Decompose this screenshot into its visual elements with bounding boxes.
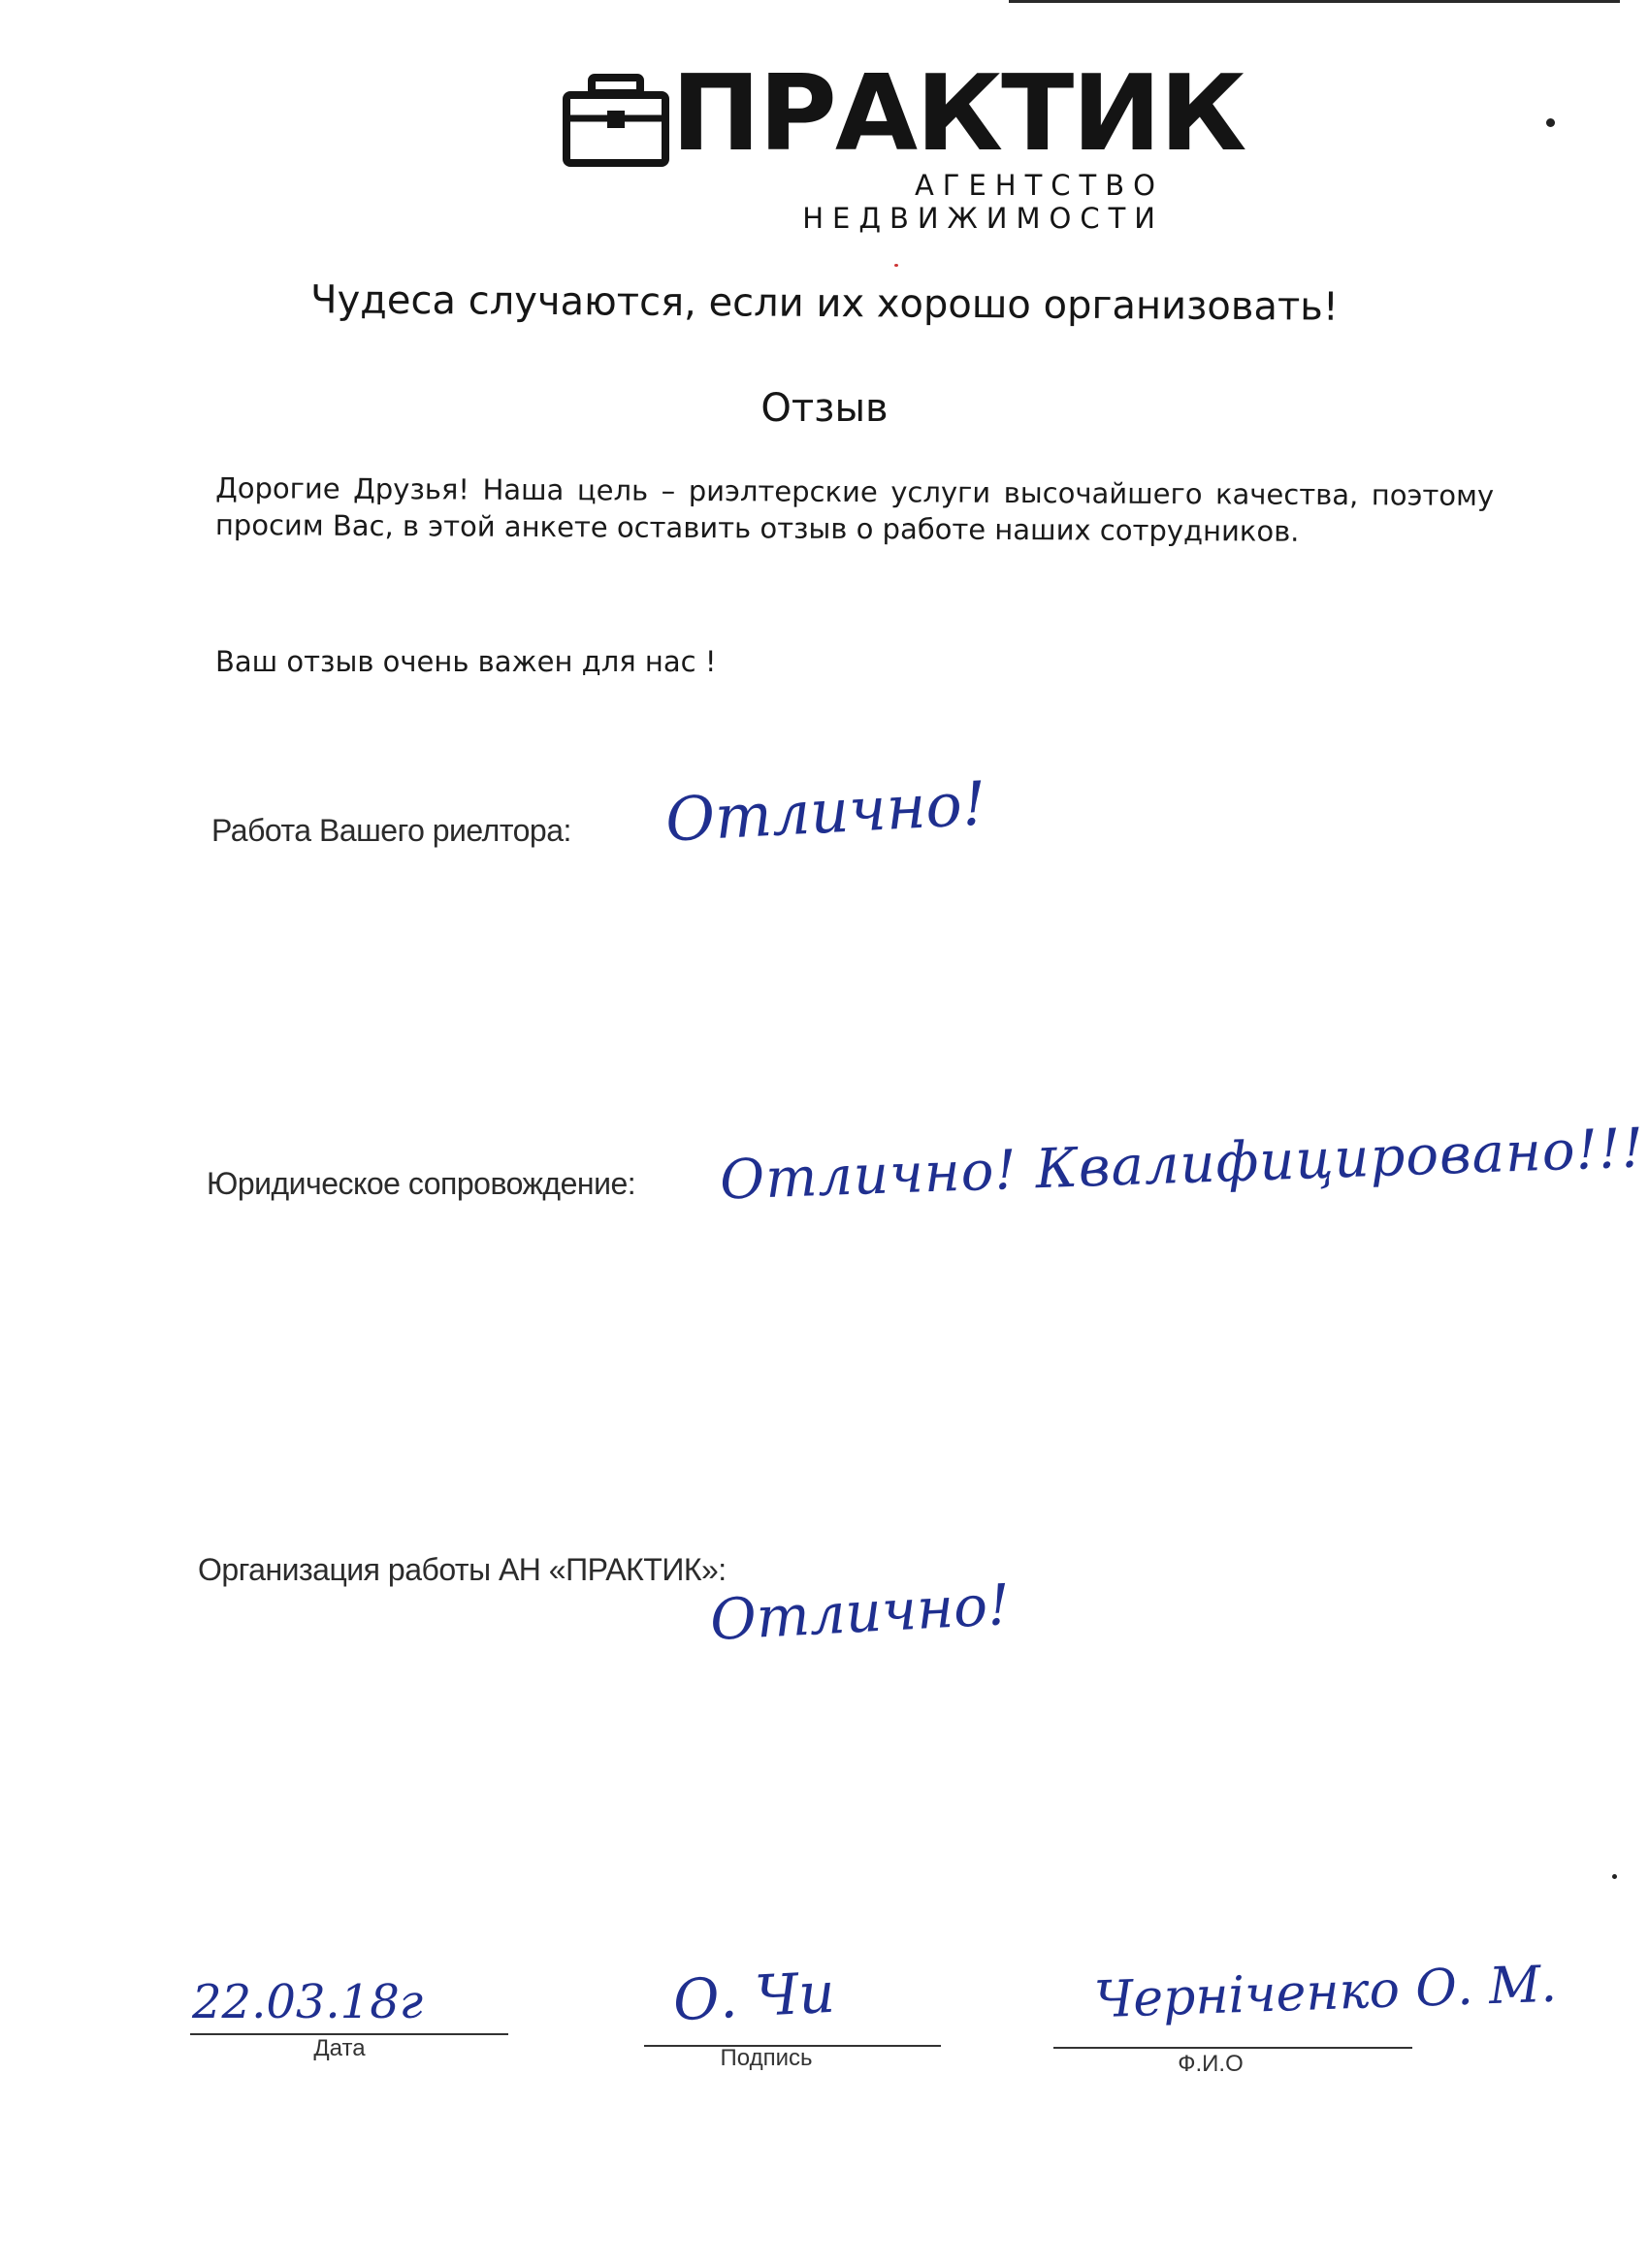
page-title: Отзыв [760, 386, 889, 431]
question-label-realtor: Работа Вашего риелтора: [211, 813, 571, 848]
answer-realtor: Отлично! [663, 767, 988, 856]
question-label-legal: Юридическое сопровождение: [207, 1166, 636, 1201]
scan-speck [1546, 118, 1555, 127]
signature-value: О. Чи [671, 1959, 837, 2034]
logo-subtitle: АГЕНТСТВО НЕДВИЖИМОСТИ [802, 169, 1164, 235]
logo-wordmark: ПРАКТИК [671, 53, 1245, 175]
date-caption: Дата [313, 2035, 366, 2061]
scan-speck [894, 264, 898, 267]
slogan: Чудеса случаются, если их хорошо организовать! [309, 277, 1340, 330]
signature-caption: Подпись [720, 2045, 813, 2071]
answer-organization: Отлично! [708, 1571, 1012, 1654]
answer-legal: Отлично! Квалифицировано!!! [719, 1117, 1646, 1213]
briefcase-icon [563, 74, 669, 167]
company-logo [563, 53, 1245, 235]
full-name-underline [1053, 2047, 1412, 2049]
scan-speck [1612, 1874, 1617, 1879]
date-value: 22.03.18г [192, 1975, 424, 2029]
full-name-value: Черніченко О. М. [1093, 1955, 1558, 2030]
full-name-caption: Ф.И.О [1178, 2051, 1244, 2077]
question-label-organization: Организация работы АН «ПРАКТИК»: [198, 1552, 727, 1587]
importance-note: Ваш отзыв очень важен для нас ! [215, 645, 717, 678]
intro-paragraph: Дорогие Друзья! Наша цель – риэлтерские услуги высочайшего качества, поэтому просим Вас, в этой анкете оставить отзыв о работе наших сотрудников. [214, 470, 1495, 548]
scan-edge-line [1009, 0, 1620, 3]
